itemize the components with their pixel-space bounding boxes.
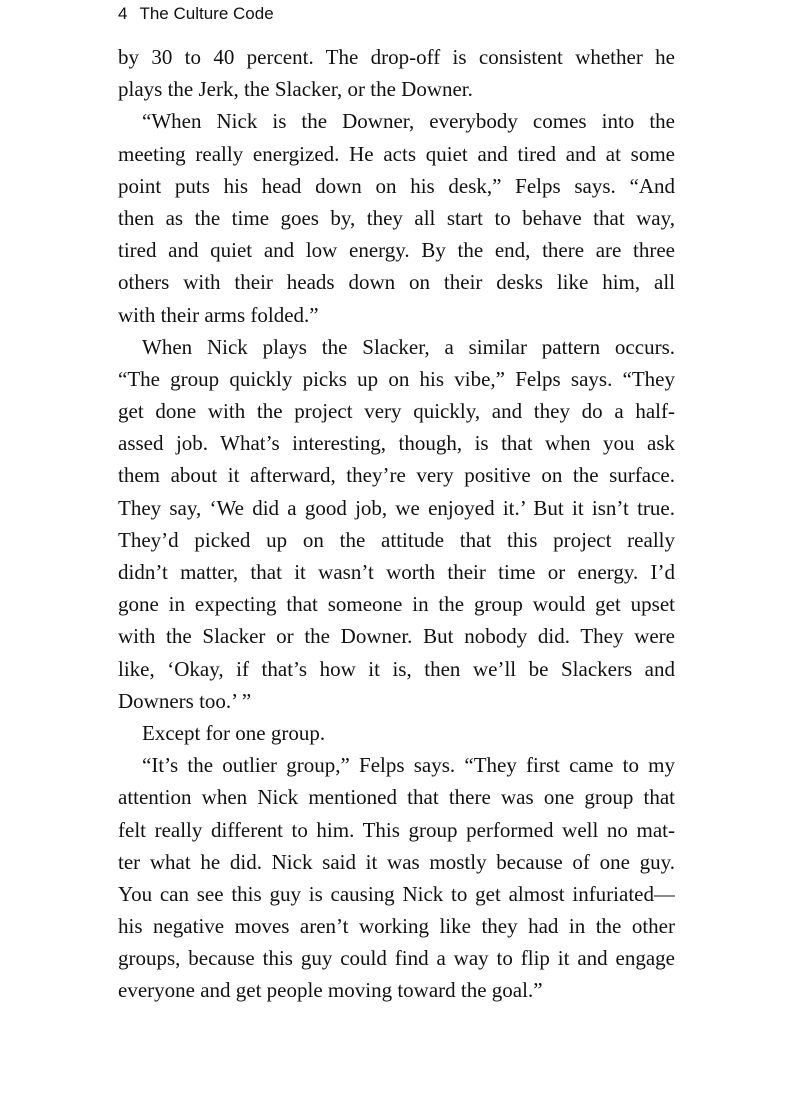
text-line: They’d picked up on the attitude that this project really [118,527,675,552]
paragraph [118,749,675,1007]
text-line: didn’t matter, that it wasn’t worth their time or energy. I’d [118,560,675,584]
text-line: When Nick plays the Slacker, a similar pattern occurs. [142,334,675,359]
body-text [118,41,675,1007]
text-line: Downers too.’ ” [118,688,252,713]
text-line: “When Nick is the Downer, everybody comes into the [142,109,675,134]
text-line: groups, because this guy could find a way to flip it and engage [118,946,675,971]
text-line: his negative moves aren’t working like they had in the other [118,914,675,939]
text-line: by 30 to 40 percent. The drop-off is consistent whether he [118,45,675,69]
text-line: They say, ‘We did a good job, we enjoyed it.’ But it isn’t true. [118,495,675,520]
text-line: like, ‘Okay, if that’s how it is, then we’ll be Slackers and [118,656,675,681]
text-line: point puts his head down on his desk,” Felps says. “And [118,173,675,198]
text-line: others with their heads down on their desks like him, all [118,270,675,295]
text-line: gone in expecting that someone in the group would get upset [118,592,675,617]
text-line: get done with the project very quickly, and they do a half- [118,399,675,424]
book-title: The Culture Code [139,4,274,23]
text-line: then as the time goes by, they all start to behave that way, [118,205,675,230]
text-line: “The group quickly picks up on his vibe,” Felps says. “They [118,366,675,391]
text-line: plays the Jerk, the Slacker, or the Downer. [118,77,473,102]
text-line: attention when Nick mentioned that there was one group that [118,785,675,810]
text-line: assed job. What’s interesting, though, is that when you ask [118,431,675,456]
text-line: Except for one group. [142,720,326,745]
text-line: them about it afterward, they’re very positive on the surface. [118,463,675,488]
paragraph [118,331,675,717]
text-line: “It’s the outlier group,” Felps says. “They first came to my [142,753,675,778]
paragraph [118,41,675,105]
text-line: with the Slacker or the Downer. But nobody did. They were [118,624,675,649]
text-line: with their arms folded.” [118,302,319,327]
text-line: everyone and get people moving toward the goal.” [118,978,543,1003]
paragraph [118,717,675,749]
paragraph [118,105,675,330]
running-head [118,4,274,24]
text-line: felt really different to him. This group performed well no mat- [118,817,675,842]
text-line: ter what he did. Nick said it was mostly because of one guy. [118,849,675,874]
text-line: You can see this guy is causing Nick to get almost infuriated— [118,881,675,906]
text-line: meeting really energized. He acts quiet and tired and at some [118,141,675,166]
text-line: tired and quiet and low energy. By the end, there are three [118,238,675,263]
page-number: 4 [118,4,128,23]
